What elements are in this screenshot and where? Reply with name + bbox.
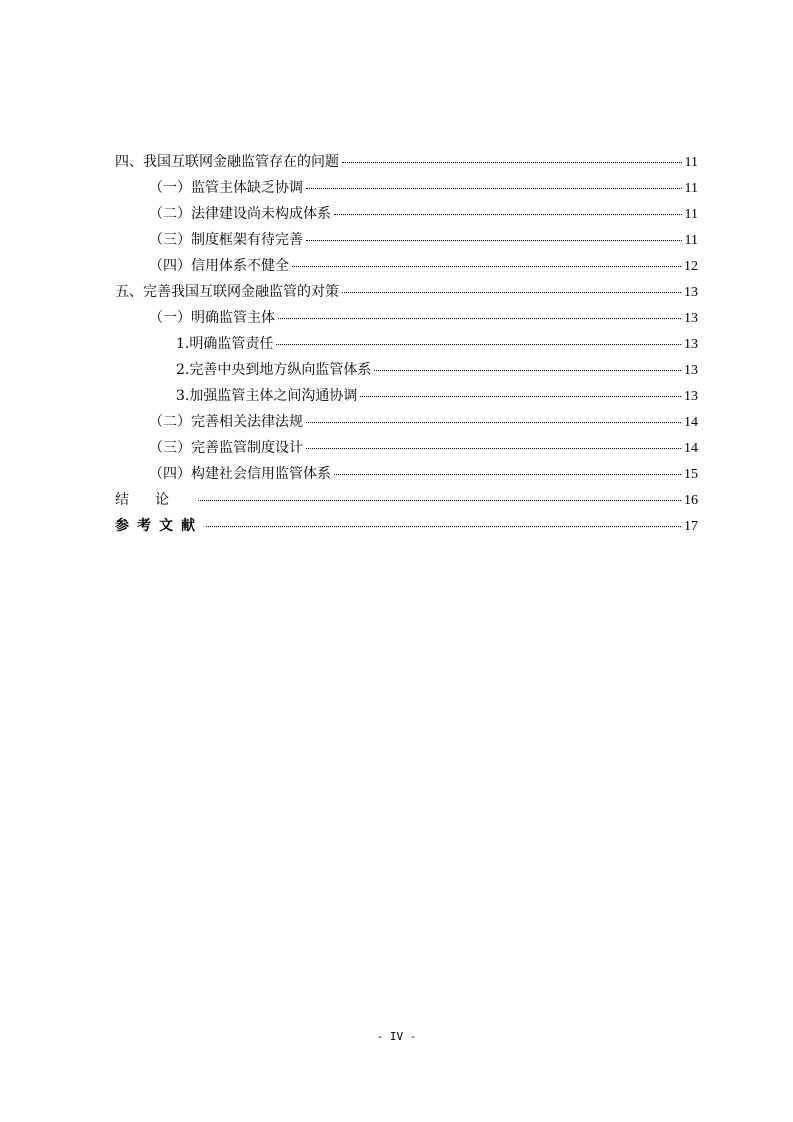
toc-leader-dots xyxy=(334,474,681,475)
toc-entry-page: 11 xyxy=(684,155,698,170)
page-number: - IV - xyxy=(376,1030,417,1043)
toc-entry-page: 14 xyxy=(684,441,698,456)
toc-entry[interactable] xyxy=(115,308,698,334)
toc-entry[interactable] xyxy=(115,230,698,256)
toc-entry-page: 13 xyxy=(684,285,698,300)
toc-entry-page: 16 xyxy=(684,493,698,508)
toc-leader-dots xyxy=(374,370,681,371)
toc-leader-dots xyxy=(360,396,681,397)
toc-leader-dots xyxy=(206,526,681,527)
toc-entry-title: 四、我国互联网金融监管存在的问题 xyxy=(115,154,339,170)
toc-leader-dots xyxy=(278,318,681,319)
toc-leader-dots xyxy=(306,422,681,423)
toc-entry-title: 1.明确监管责任 xyxy=(176,336,274,352)
toc-entry-page: 15 xyxy=(684,467,698,482)
toc-leader-dots xyxy=(276,344,681,345)
toc-entry-title: （三）完善监管制度设计 xyxy=(149,440,303,456)
toc-entry-title: 参考文献 xyxy=(115,518,203,534)
toc-entry[interactable] xyxy=(115,412,698,438)
toc-entry[interactable] xyxy=(115,386,698,412)
toc-leader-dots xyxy=(342,292,681,293)
toc-entry-title: （二）完善相关法律法规 xyxy=(149,414,303,430)
toc-leader-dots xyxy=(292,266,681,267)
toc-leader-dots xyxy=(342,162,682,163)
toc-entry-title: （一）明确监管主体 xyxy=(149,310,275,326)
toc-entry-page: 13 xyxy=(684,311,698,326)
toc-entry-page: 12 xyxy=(684,259,698,274)
toc-leader-dots xyxy=(306,448,681,449)
toc-entry-page: 17 xyxy=(684,519,698,534)
toc-entry[interactable] xyxy=(115,256,698,282)
toc-leader-dots xyxy=(306,240,682,241)
toc-entry[interactable] xyxy=(115,204,698,230)
toc-entry-title: 五、完善我国互联网金融监管的对策 xyxy=(115,284,339,300)
toc-entry-title: 结论 xyxy=(115,492,195,508)
toc-entry-page: 11 xyxy=(684,181,698,196)
toc-entry-title: （四）构建社会信用监管体系 xyxy=(149,466,331,482)
toc-leader-dots xyxy=(334,214,682,215)
toc-entry-page: 11 xyxy=(684,233,698,248)
toc-entry-page: 11 xyxy=(684,207,698,222)
toc-entry-page: 13 xyxy=(684,389,698,404)
toc-entry[interactable] xyxy=(115,438,698,464)
table-of-contents xyxy=(115,152,698,542)
toc-entry-title: 2.完善中央到地方纵向监管体系 xyxy=(176,362,372,378)
toc-entry-title: （一）监管主体缺乏协调 xyxy=(149,180,303,196)
toc-entry-page: 13 xyxy=(684,337,698,352)
toc-leader-dots xyxy=(198,500,681,501)
toc-entry[interactable] xyxy=(115,334,698,360)
toc-entry[interactable] xyxy=(115,282,698,308)
toc-entry[interactable] xyxy=(115,178,698,204)
toc-entry-page: 13 xyxy=(684,363,698,378)
toc-entry-title: 3.加强监管主体之间沟通协调 xyxy=(176,388,358,404)
toc-leader-dots xyxy=(306,188,682,189)
toc-entry-page: 14 xyxy=(684,415,698,430)
toc-entry-title: （四）信用体系不健全 xyxy=(149,258,289,274)
toc-entry[interactable] xyxy=(115,152,698,178)
toc-entry[interactable] xyxy=(115,516,698,542)
toc-entry-title: （二）法律建设尚未构成体系 xyxy=(149,206,331,222)
toc-entry[interactable] xyxy=(115,490,698,516)
toc-entry-title: （三）制度框架有待完善 xyxy=(149,232,303,248)
toc-entry[interactable] xyxy=(115,360,698,386)
toc-entry[interactable] xyxy=(115,464,698,490)
